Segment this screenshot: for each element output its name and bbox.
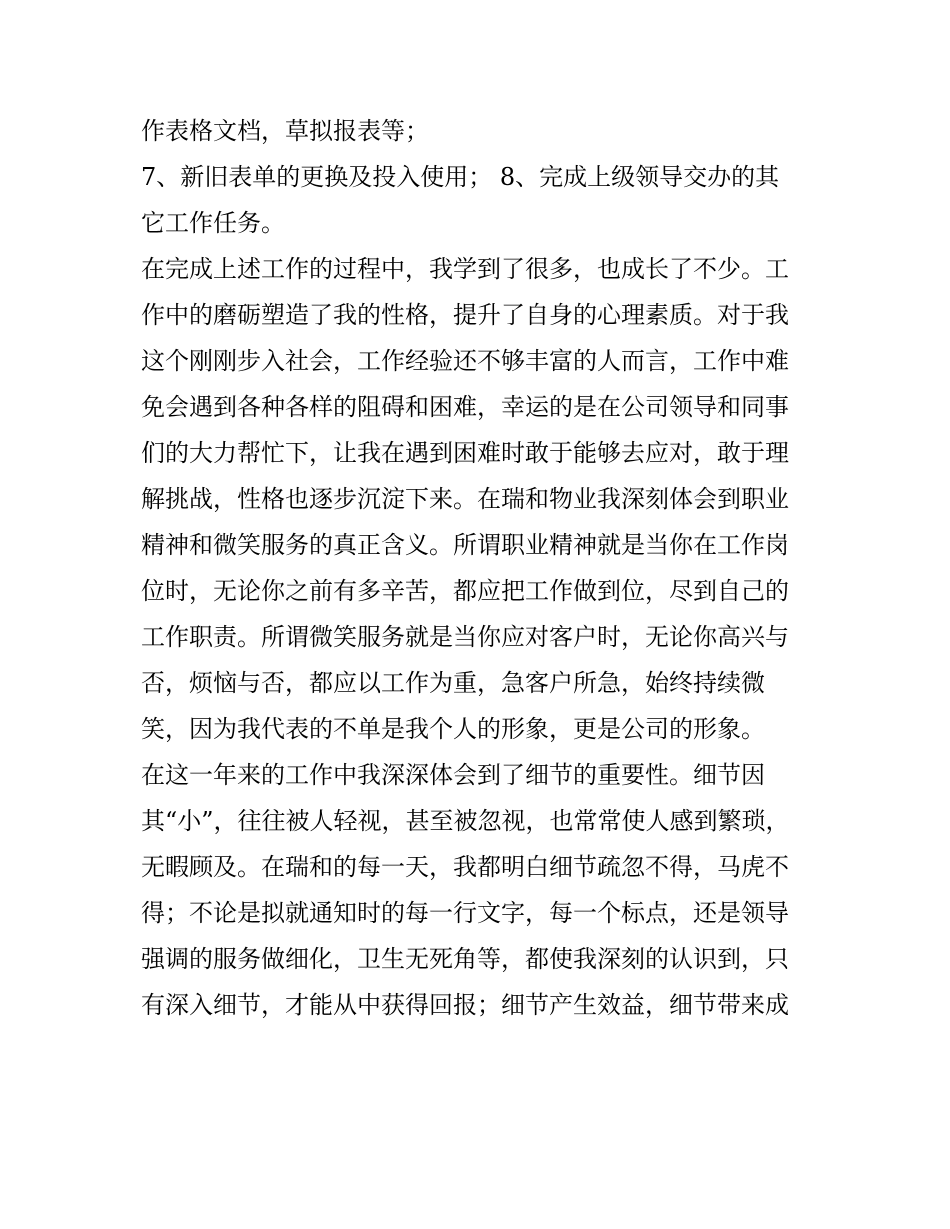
text-line: 无暇顾及。在瑞和的每一天，我都明白细节疏忽不得，马虎不 (141, 853, 789, 881)
text-line: 作表格文档，草拟报表等； (141, 117, 429, 145)
text-line: 否，烦恼与否，都应以工作为重，急客户所急，始终持续微 (141, 669, 765, 697)
text-line: 作中的磨砺塑造了我的性格，提升了自身的心理素质。对于我 (141, 301, 789, 329)
text-line: 解挑战，性格也逐步沉淀下来。在瑞和物业我深刻体会到职业 (141, 485, 789, 513)
text-line: 位时，无论你之前有多辛苦，都应把工作做到位，尽到自己的 (141, 577, 789, 605)
text-line: 在完成上述工作的过程中，我学到了很多，也成长了不少。工 (141, 255, 789, 283)
text-line: 精神和微笑服务的真正含义。所谓职业精神就是当你在工作岗 (141, 531, 789, 559)
document-body (141, 108, 816, 1028)
text-line: 们的大力帮忙下，让我在遇到困难时敢于能够去应对，敢于理 (141, 439, 789, 467)
text-line: 有深入细节，才能从中获得回报；细节产生效益，细节带来成 (141, 991, 789, 1019)
text-line: 得；不论是拟就通知时的每一行文字，每一个标点，还是领导 (141, 899, 789, 927)
text-line: 7、新旧表单的更换及投入使用； 8、完成上级领导交办的其 (141, 163, 780, 191)
text-line: 免会遇到各种各样的阻碍和困难，幸运的是在公司领导和同事 (141, 393, 789, 421)
text-line: 这个刚刚步入社会，工作经验还不够丰富的人而言，工作中难 (141, 347, 789, 375)
text-line: 它工作任务。 (141, 209, 285, 237)
text-line: 其“小”，往往被人轻视，甚至被忽视，也常常使人感到繁琐， (141, 807, 790, 835)
text-line: 强调的服务做细化，卫生无死角等，都使我深刻的认识到，只 (141, 945, 789, 973)
text-line: 工作职责。所谓微笑服务就是当你应对客户时，无论你高兴与 (141, 623, 789, 651)
text-line: 在这一年来的工作中我深深体会到了细节的重要性。细节因 (141, 761, 765, 789)
text-line: 笑，因为我代表的不单是我个人的形象，更是公司的形象。 (141, 715, 765, 743)
